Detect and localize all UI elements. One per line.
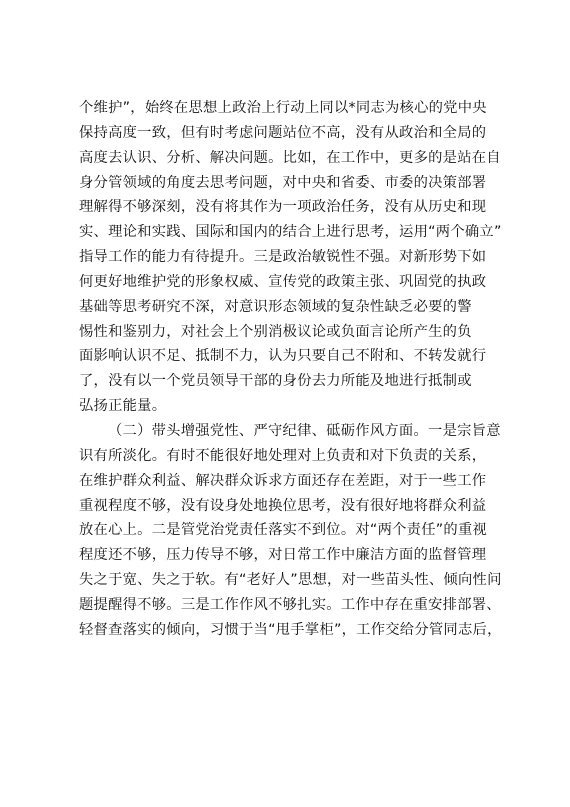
text-line: 何更好地维护党的形象权威、宣传党的政策主张、巩固党的执政 xyxy=(79,273,487,290)
text-line: 弘扬正能量。 xyxy=(79,398,167,415)
text-line: 身分管领域的角度去思考问题，对中央和省委、市委的决策部署 xyxy=(79,174,487,191)
text-line: 放在心上。二是管党治党责任落实不到位。对“两个责任”的重视 xyxy=(79,522,488,539)
section-heading-line: （二）带头增强党性、严守纪律、砥砺作风方面。一是宗旨意 xyxy=(108,422,501,439)
text-line: 基础等思考研究不深，对意识形态领域的复杂性缺乏必要的警 xyxy=(79,298,472,315)
text-line: 识有所淡化。有时不能很好地处理对上负责和对下负责的关系， xyxy=(79,447,487,464)
text-line: 了，没有以一个党员领导干部的身份去力所能及地进行抵制或 xyxy=(79,373,472,390)
text-line: 惕性和鉴别力，对社会上个别消极议论或负面言论所产生的负 xyxy=(79,323,472,340)
text-line: 实、理论和实践、国际和国内的结合上进行思考，运用“两个确立” xyxy=(79,224,502,241)
text-line: 轻督查落实的倾向，习惯于当“甩手掌柜”，工作交给分管同志后， xyxy=(79,621,502,638)
text-line: 失之于宽、失之于软。有“老好人”思想，对一些苗头性、倾向性问 xyxy=(79,572,502,589)
text-line: 指导工作的能力有待提升。三是政治敏锐性不强。对新形势下如 xyxy=(79,249,487,266)
body-text xyxy=(79,96,502,643)
text-line: 重视程度不够，没有设身处地换位思考，没有很好地将群众利益 xyxy=(79,497,487,514)
text-line: 题提醒得不够。三是工作作风不够扎实。工作中存在重安排部署、 xyxy=(79,596,501,613)
text-line: 理解得不够深刻，没有将其作为一项政治任务，没有从历史和现 xyxy=(79,199,487,216)
text-line: 个维护”，始终在思想上政治上行动上同以*同志为核心的党中央 xyxy=(79,100,487,116)
text-line: 高度去认识、分析、解决问题。比如，在工作中，更多的是站在自 xyxy=(79,149,501,166)
text-line: 面影响认识不足、抵制不力，认为只要自己不附和、不转发就行 xyxy=(79,348,487,365)
text-line: 在维护群众利益、解决群众诉求方面还存在差距，对于一些工作 xyxy=(79,472,487,489)
text-line: 程度还不够，压力传导不够，对日常工作中廉洁方面的监督管理 xyxy=(79,547,487,564)
text-line: 保持高度一致，但有时考虑问题站位不高，没有从政治和全局的 xyxy=(79,124,487,141)
